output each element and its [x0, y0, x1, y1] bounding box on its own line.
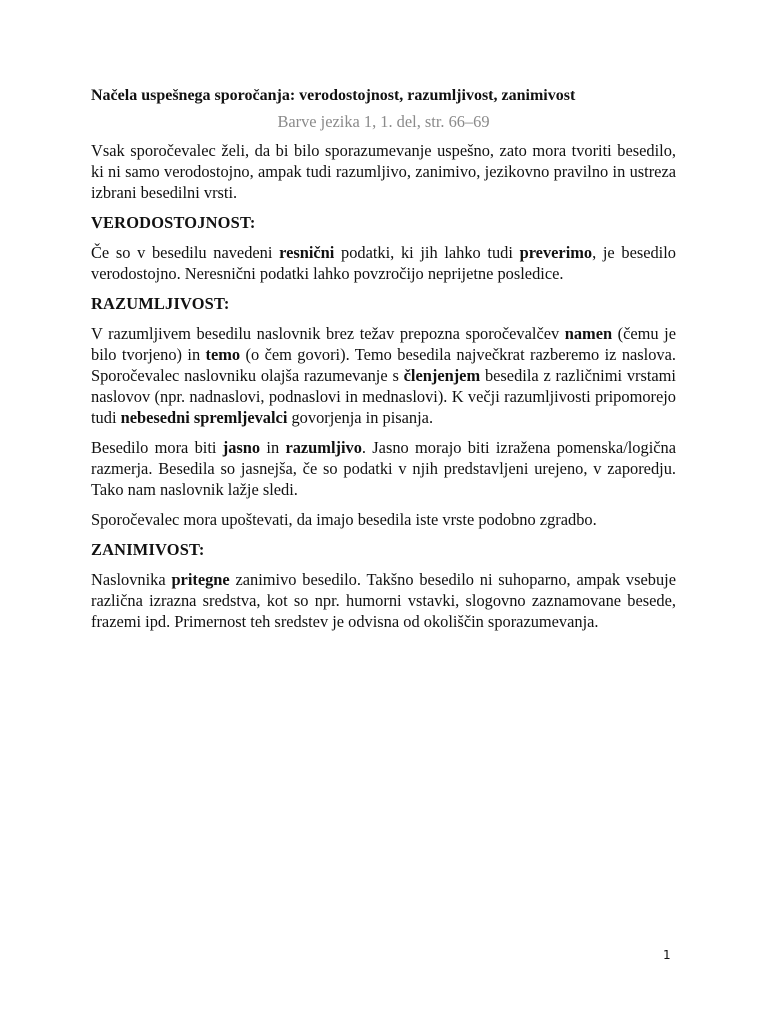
verodostojnost-paragraph	[91, 242, 676, 284]
bold-term: preverimo	[519, 243, 593, 262]
section-heading-razumljivost: RAZUMLJIVOST:	[91, 294, 230, 313]
text-run: , je besedilo verodostojno. Neresnični podatki lahko povzročijo neprijetne posledice.	[91, 243, 676, 283]
bold-term: resnični	[279, 243, 335, 262]
razumljivost-paragraph-2	[91, 437, 676, 500]
page-number: 1	[663, 948, 671, 962]
text-run: (o čem govori). Temo besedila največkrat razberemo iz naslova. Sporočevalec naslovniku olajša razumevanje s	[91, 345, 676, 385]
intro-paragraph: Vsak sporočevalec želi, da bi bilo sporazumevanje uspešno, zato mora tvoriti besedilo, ki ni samo verodostojno, ampak tudi razumljivo, zanimivo, jezikovno pravilno in ustreza izbrani besedilni vrsti.	[91, 141, 676, 202]
section-heading-zanimivost: ZANIMIVOST:	[91, 540, 205, 559]
text-run: Besedilo mora biti	[91, 438, 223, 457]
text-run: Naslovnika	[91, 570, 172, 589]
bold-term: jasno	[222, 438, 261, 457]
bold-term: členjenjem	[403, 366, 481, 385]
document-page	[91, 85, 676, 641]
text-run: (čemu je bilo tvorjeno) in	[91, 324, 676, 364]
text-run: . Jasno morajo biti izražena pomenska/logična razmerja. Besedila so jasnejša, če so podatki v njih predstavljeni urejeno, v zaporedju. Tako nam naslovnik lažje sledi.	[91, 438, 676, 499]
bold-term: namen	[564, 324, 613, 343]
text-run: zanimivo besedilo. Takšno besedilo ni suhoparno, ampak vsebuje različna izrazna sredstva, kot so npr. humorni vstavki, slogovno zaznamovane besede, frazemi ipd. Primernost teh sredstev je odvisna od okoliščin sporazumevanja.	[91, 570, 676, 631]
section-heading-verodostojnost: VERODOSTOJNOST:	[91, 213, 256, 232]
text-run: podatki, ki jih lahko tudi	[334, 243, 520, 262]
document-subtitle: Barve jezika 1, 1. del, str. 66–69	[277, 112, 490, 131]
document-title: Načela uspešnega sporočanja: verodostojnost, razumljivost, zanimivost	[91, 87, 576, 104]
bold-term: pritegne	[171, 570, 230, 589]
razumljivost-paragraph-3	[91, 509, 676, 530]
text-run: V razumljivem besedilu naslovnik brez težav prepozna sporočevalčev	[91, 324, 565, 343]
text-run: besedila z različnimi vrstami naslovov (npr. nadnaslovi, podnaslovi in mednaslovi). K večji razumljivosti pripomorejo tudi	[91, 366, 676, 427]
text-run: in	[260, 438, 286, 457]
bold-term: temo	[205, 345, 241, 364]
bold-term: nebesedni spremljevalci	[120, 408, 288, 427]
text-run: govorjenja in pisanja.	[287, 408, 434, 427]
bold-term: razumljivo	[285, 438, 362, 457]
razumljivost-paragraph-1	[91, 323, 676, 428]
zanimivost-paragraph	[91, 569, 676, 632]
text-run: Če so v besedilu navedeni	[91, 243, 280, 262]
text-run: Sporočevalec mora upoštevati, da imajo besedila iste vrste podobno zgradbo.	[91, 510, 597, 529]
